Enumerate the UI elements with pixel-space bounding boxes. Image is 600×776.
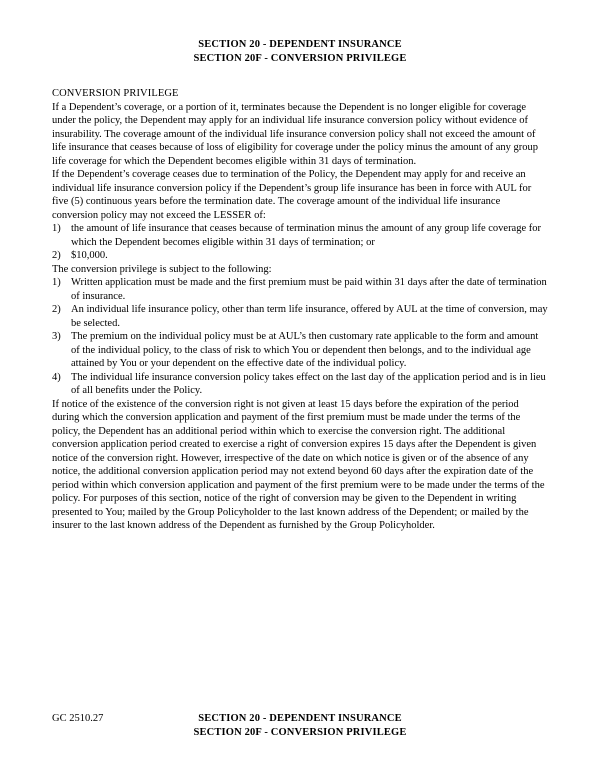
list-item-text: The individual life insurance conversion policy takes effect on the last day of the application period and is in lieu of all benefits under the Policy. bbox=[71, 371, 546, 397]
list-item bbox=[52, 276, 548, 303]
paragraph-policy-termination: If the Dependent’s coverage ceases due to termination of the Policy, the Dependent may apply for and receive an individual life insurance conversion policy if the Dependent’s group life insurance has been in force with AUL for five (5) continuous years before the termination date. The coverage amount of the individual life insurance conversion policy may not exceed the LESSER of: bbox=[52, 169, 532, 221]
list-item bbox=[52, 371, 548, 398]
list-item-text: $10,000. bbox=[71, 250, 108, 262]
paragraph-coverage-termination: If a Dependent’s coverage, or a portion of it, terminates because the Dependent is no longer eligible for coverage under the policy, the Dependent may apply for an individual life insurance conversion policy without evidence of insurability. The coverage amount of the individual life insurance conversion policy shall not exceed the amount of life insurance that ceases because of loss of eligibility for coverage under the policy minus the amount of any group life coverage for which the Dependent becomes eligible within 31 days of termination. bbox=[52, 101, 539, 167]
list-item-text: The premium on the individual policy must be at AUL’s then customary rate applicable to the form and amount of the individual policy, to the class of risk to which You or dependent then belongs, and to the individual age attained by You or your dependent on the effective date of the individual policy. bbox=[71, 331, 539, 370]
lesser-of-list bbox=[52, 222, 548, 263]
document-content bbox=[52, 38, 548, 533]
list-item bbox=[52, 249, 548, 263]
list-marker: 4) bbox=[52, 371, 61, 383]
footer-title bbox=[52, 712, 548, 739]
paragraph-notice-of-conversion-right: If notice of the existence of the conversion right is not given at least 15 days before the expiration of the period during which the conversion application and payment of the first premium must be made under the terms of the policy, the Dependent has an additional period within which to exercise the conversion right. The additional conversion application period created to exercise a right of conversion expires 15 days after the Dependent is given notice of the conversion right. However, irrespective of the date on which notice is given or of the absence of any notice, the additional conversion application period may not extend beyond 60 days after the expiration date of the period within which conversion application and payment of the first premium were to be made under the terms of the policy. For purposes of this section, notice of the right of conversion may be given to the Dependent in writing presented to You; mailed by the Group Policyholder to the last known address of the Dependent; or mailed by the insurer to the last known address of the Dependent as furnished by the Group Policyholder. bbox=[52, 398, 545, 532]
list-marker: 3) bbox=[52, 331, 61, 343]
page-title bbox=[52, 38, 548, 65]
page-title-line2: SECTION 20F - CONVERSION PRIVILEGE bbox=[193, 52, 407, 64]
list-marker: 1) bbox=[52, 223, 61, 235]
list-marker: 2) bbox=[52, 304, 61, 316]
conditions-list bbox=[52, 276, 548, 398]
list-item bbox=[52, 303, 548, 330]
list-item-text: Written application must be made and the first premium must be paid within 31 days after the date of termination of insurance. bbox=[71, 277, 547, 302]
page-footer bbox=[52, 712, 548, 744]
list-marker: 1) bbox=[52, 277, 61, 289]
list-item bbox=[52, 330, 548, 371]
list-item bbox=[52, 222, 548, 249]
form-number: GC 2510.27 bbox=[52, 713, 104, 724]
footer-title-line1: SECTION 20 - DEPENDENT INSURANCE bbox=[198, 713, 402, 724]
footer-title-line2: SECTION 20F - CONVERSION PRIVILEGE bbox=[193, 726, 407, 738]
list-item-text: An individual life insurance policy, other than term life insurance, offered by AUL at the time of conversion, may be selected. bbox=[71, 304, 548, 329]
paragraph-subject-to-following: The conversion privilege is subject to the following: bbox=[52, 263, 272, 275]
list-item-text: the amount of life insurance that ceases because of termination minus the amount of any group life coverage for which the Dependent becomes eligible within 31 days of termination; or bbox=[71, 223, 541, 248]
section-heading: CONVERSION PRIVILEGE bbox=[52, 88, 179, 100]
list-marker: 2) bbox=[52, 250, 61, 262]
page-title-line1: SECTION 20 - DEPENDENT INSURANCE bbox=[198, 39, 402, 50]
